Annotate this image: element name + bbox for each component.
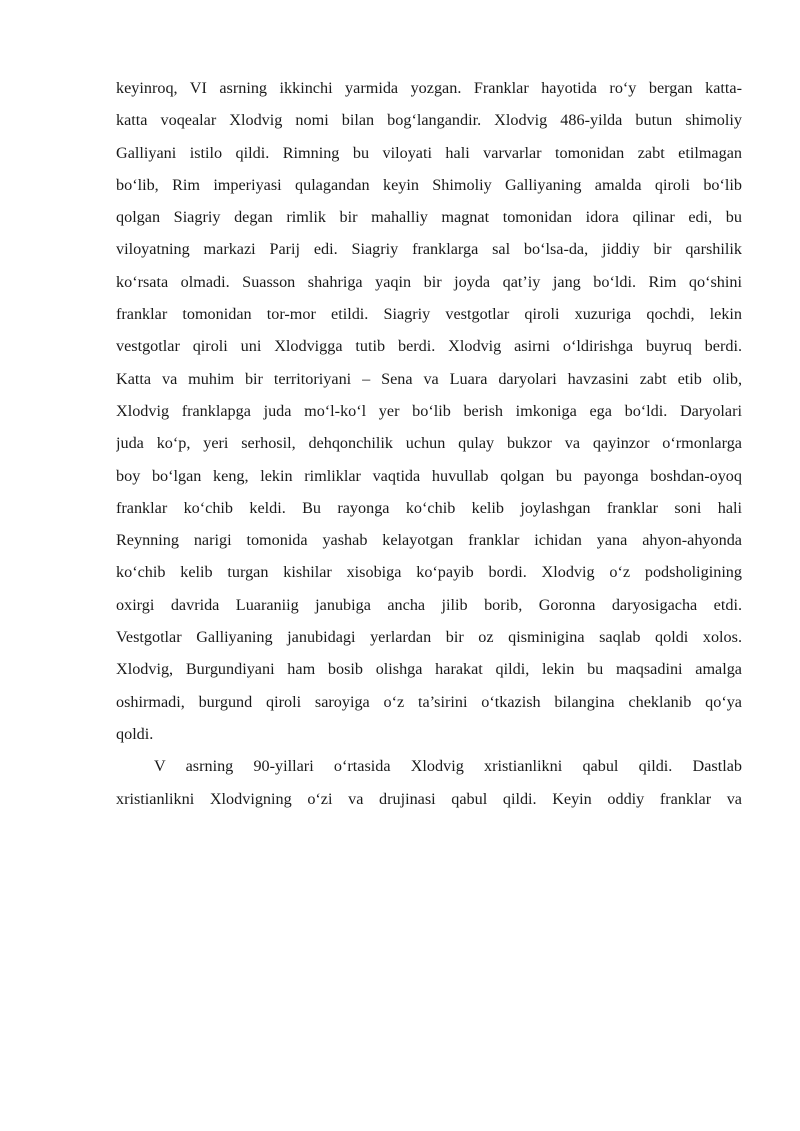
document-page <box>116 72 742 815</box>
text-line: Katta va muhim bir territoriyani – Sena va Luara daryolari havzasini zabt etib olib, <box>116 369 742 388</box>
text-line: franklar tomonidan tor-mor etildi. Siagriy vestgotlar qiroli xuzuriga qochdi, lekin <box>116 305 742 324</box>
text-line: oxirgi davrida Luaraniig janubiga ancha jilib borib, Goronna daryosigacha etdi. <box>116 595 742 614</box>
text-line: Xlodvig, Burgundiyani ham bosib olishga harakat qildi, lekin bu maqsadini amalga <box>116 660 742 679</box>
text-line: katta voqealar Xlodvig nomi bilan bog‘langandir. Xlodvig 486-yilda butun shimoliy <box>116 111 742 130</box>
text-line: boy bo‘lgan keng, lekin rimliklar vaqtida huvullab qolgan bu payonga boshdan-oyoq <box>116 466 742 485</box>
text-line: juda ko‘p, yeri serhosil, dehqonchilik uchun qulay bukzor va qayinzor o‘rmonlarga <box>116 434 742 453</box>
text-line: Galliyani istilo qildi. Rimning bu viloyati hali varvarlar tomonidan zabt etilmagan <box>116 143 742 162</box>
paragraph-2 <box>116 750 742 815</box>
text-line: bo‘lib, Rim imperiyasi qulagandan keyin Shimoliy Galliyaning amalda qiroli bo‘lib <box>116 175 742 194</box>
text-line: Vestgotlar Galliyaning janubidagi yerlardan bir oz qisminigina saqlab qoldi xolos. <box>116 628 742 647</box>
text-line: qoldi. <box>116 724 154 743</box>
text-line: viloyatning markazi Parij edi. Siagriy franklarga sal bo‘lsa-da, jiddiy bir qarshilik <box>116 240 742 259</box>
text-line: vestgotlar qiroli uni Xlodvigga tutib berdi. Xlodvig asirni o‘ldirishga buyruq berdi. <box>116 337 742 356</box>
text-line: ko‘rsata olmadi. Suasson shahriga yaqin bir joyda qat’iy jang bo‘ldi. Rim qo‘shini <box>116 272 742 291</box>
text-line: V asrning 90-yillari o‘rtasida Xlodvig xristianlikni qabul qildi. Dastlab <box>154 757 742 776</box>
text-line: qolgan Siagriy degan rimlik bir mahalliy magnat tomonidan idora qilinar edi, bu <box>116 208 742 227</box>
text-line: keyinroq, VI asrning ikkinchi yarmida yozgan. Franklar hayotida ro‘y bergan katta- <box>116 79 742 97</box>
text-line: xristianlikni Xlodvigning o‘zi va drujinasi qabul qildi. Keyin oddiy franklar va <box>116 789 742 808</box>
paragraph-1 <box>116 72 742 750</box>
text-line: ko‘chib kelib turgan kishilar xisobiga ko‘payib bordi. Xlodvig o‘z podsholigining <box>116 563 742 582</box>
text-line: Xlodvig franklapga juda mo‘l-ko‘l yer bo‘lib berish imkoniga ega bo‘ldi. Daryolari <box>116 401 742 420</box>
text-line: oshirmadi, burgund qiroli saroyiga o‘z ta’sirini o‘tkazish bilangina cheklanib qo‘ya <box>116 692 742 711</box>
text-line: franklar ko‘chib keldi. Bu rayonga ko‘chib kelib joylashgan franklar soni hali <box>116 498 742 517</box>
text-line: Reynning narigi tomonida yashab kelayotgan franklar ichidan yana ahyon-ahyonda <box>116 531 742 550</box>
